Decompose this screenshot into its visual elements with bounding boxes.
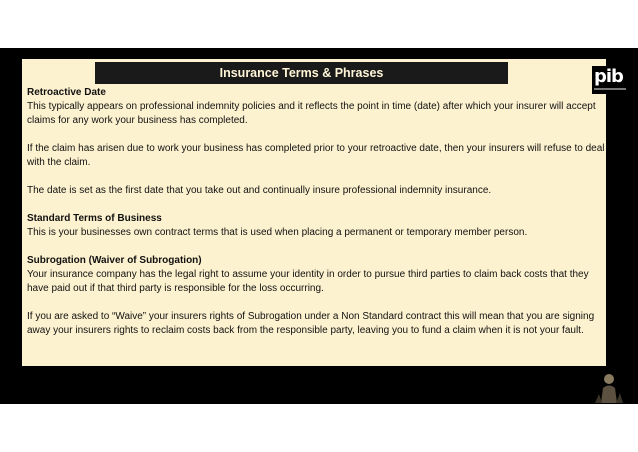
terms-content [27, 86, 605, 338]
retroactive-date-heading: Retroactive Date [27, 87, 106, 98]
subrogation-paragraph-2: If you are asked to “Waive” your insurers rights of Subrogation under a Non Standard contract this will mean that you are signing away your insurers rights to reclaim costs back from the responsible party, leaving you to fund a claim when it is not your fault. [27, 311, 595, 336]
figure-silhouette-icon [592, 372, 626, 404]
subrogation-heading: Subrogation (Waiver of Subrogation) [27, 255, 202, 266]
page-title: Insurance Terms & Phrases [95, 62, 508, 84]
logo-text: pib [594, 66, 623, 87]
retroactive-date-paragraph-3: The date is set as the first date that you take out and continually insure professional indemnity insurance. [27, 185, 492, 196]
standard-terms-heading: Standard Terms of Business [27, 213, 162, 224]
standard-terms-paragraph: This is your businesses own contract terms that is used when placing a permanent or temporary member person. [27, 227, 528, 238]
retroactive-date-paragraph-2: If the claim has arisen due to work your business has completed prior to your retroactive date, then your insurers will refuse to deal with the claim. [27, 143, 605, 168]
retroactive-date-paragraph-1: This typically appears on professional indemnity policies and it reflects the point in time (date) after which your insurer will accept claims for any work your business has completed. [27, 101, 596, 126]
subrogation-paragraph-1: Your insurance company has the legal right to assume your identity in order to pursue third parties to claim back costs that they have paid out if that third party is responsible for the loss occurring. [27, 269, 589, 294]
